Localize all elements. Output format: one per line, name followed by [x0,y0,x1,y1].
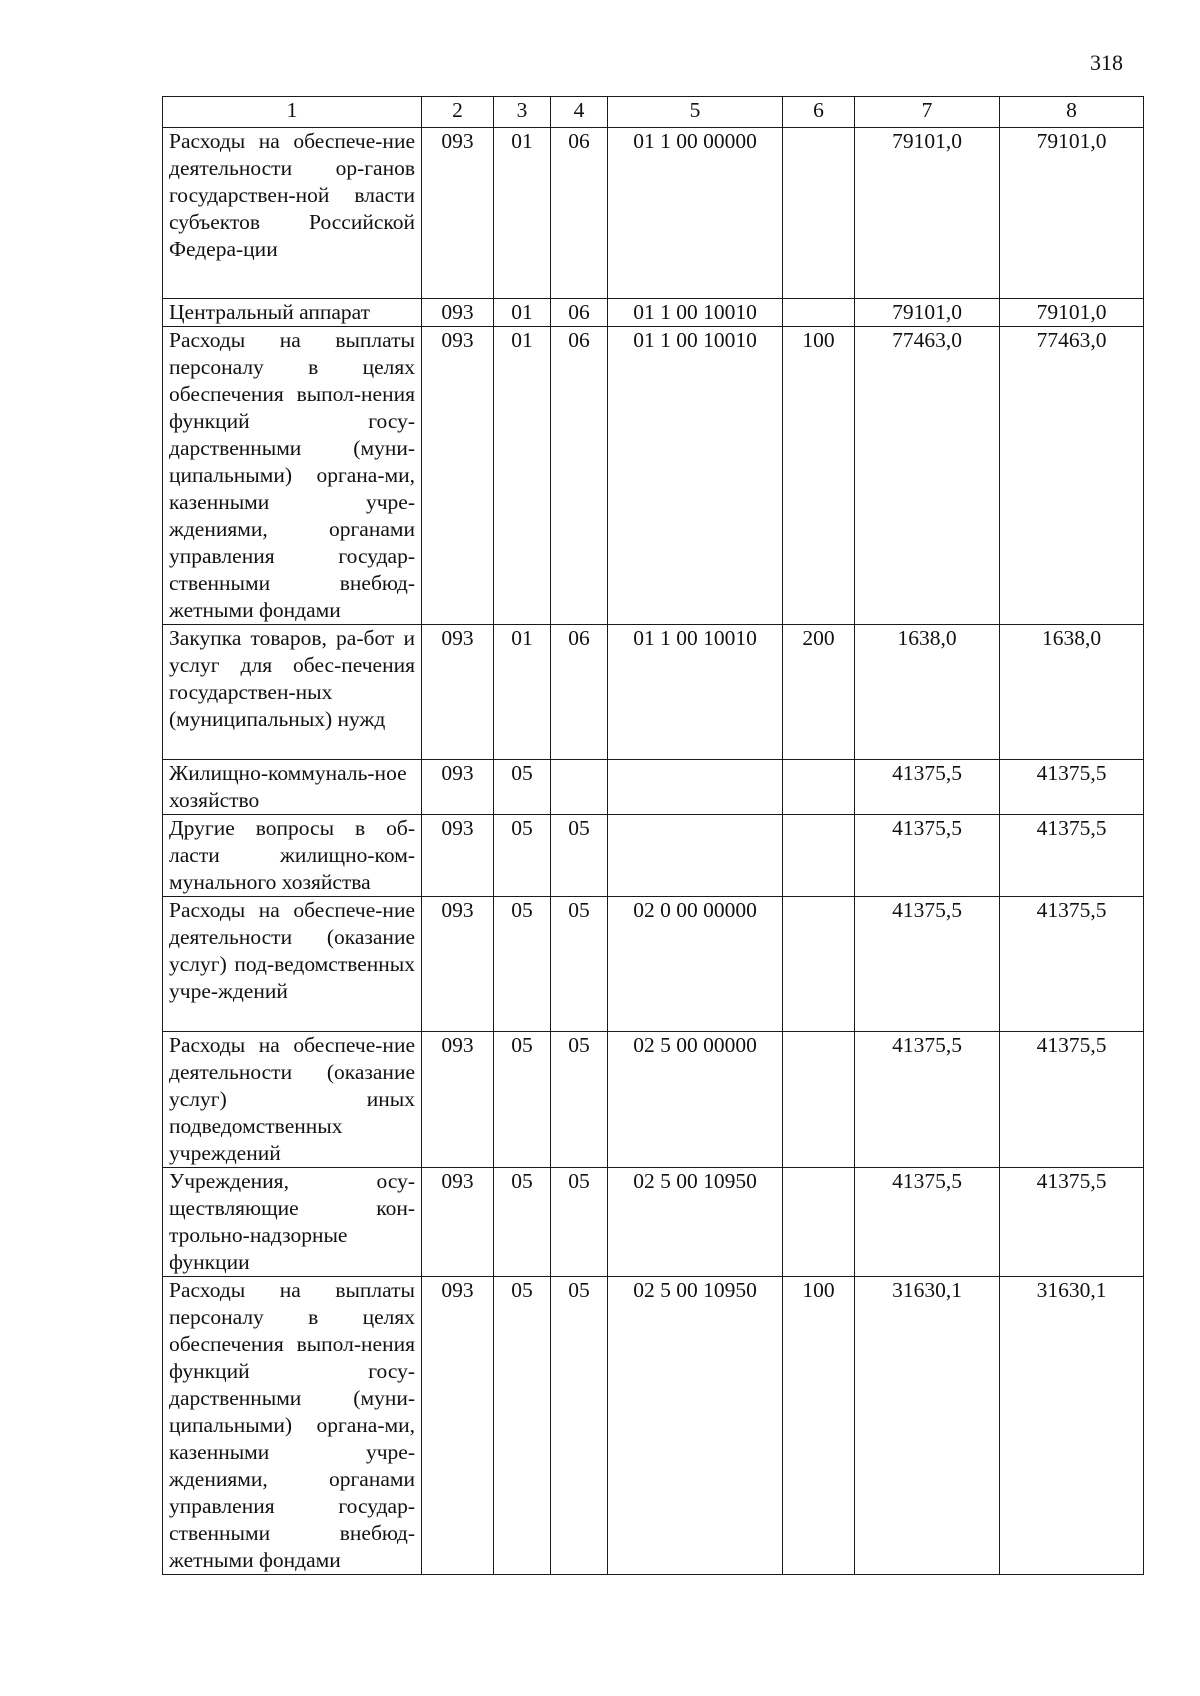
expense-name-cell: Центральный аппарат [163,299,422,327]
target-article-cell: 02 5 00 10950 [608,1168,783,1277]
ministry-code-cell: 093 [422,128,494,299]
subsection-code-cell: 06 [551,625,608,760]
page-number: 318 [1090,50,1123,75]
target-article-cell: 02 5 00 10950 [608,1277,783,1575]
section-code-cell: 01 [494,327,551,625]
subsection-code-cell: 06 [551,299,608,327]
target-article-cell: 01 1 00 10010 [608,625,783,760]
column-header: 8 [1000,97,1144,128]
column-header: 6 [783,97,855,128]
table-row [163,815,1144,897]
ministry-code-cell: 093 [422,625,494,760]
section-code-cell: 01 [494,128,551,299]
ministry-code-cell: 093 [422,1032,494,1168]
amount-col8-cell: 41375,5 [1000,1168,1144,1277]
section-code-cell: 05 [494,760,551,815]
target-article-cell: 01 1 00 00000 [608,128,783,299]
amount-col8-cell: 41375,5 [1000,1032,1144,1168]
expense-name-cell: Другие вопросы в об-ласти жилищно-ком-мунального хозяйства [163,815,422,897]
expense-name-cell: Закупка товаров, ра-бот и услуг для обес-печения государствен-ных (муниципальных) нужд [163,625,422,760]
expense-type-cell [783,1168,855,1277]
expense-name-cell: Расходы на выплаты персоналу в целях обеспечения выпол-нения функций госу-дарственными (муни-ципальными) органа-ми, казенными учре-ждениями, органами управления государ-ственными внебюд-жетными фондами [163,1277,422,1575]
section-code-cell: 05 [494,1032,551,1168]
expense-name-cell: Расходы на обеспече-ние деятельности ор-ганов государствен-ной власти субъектов Российской Федера-ции [163,128,422,299]
target-article-cell: 02 0 00 00000 [608,897,783,1032]
table-row [163,1032,1144,1168]
target-article-cell: 01 1 00 10010 [608,299,783,327]
expense-type-cell [783,897,855,1032]
column-header: 7 [855,97,1000,128]
section-code-cell: 05 [494,897,551,1032]
target-article-cell: 01 1 00 10010 [608,327,783,625]
section-code-cell: 05 [494,1277,551,1575]
ministry-code-cell: 093 [422,1277,494,1575]
amount-col7-cell: 41375,5 [855,897,1000,1032]
expense-name-cell: Жилищно-коммуналь-ное хозяйство [163,760,422,815]
section-code-cell: 01 [494,625,551,760]
column-header: 4 [551,97,608,128]
subsection-code-cell: 05 [551,815,608,897]
expense-name-cell: Расходы на выплаты персоналу в целях обеспечения выпол-нения функций госу-дарственными (муни-ципальными) органа-ми, казенными учре-ждениями, органами управления государ-ственными внебюд-жетными фондами [163,327,422,625]
amount-col7-cell: 41375,5 [855,815,1000,897]
column-header: 2 [422,97,494,128]
target-article-cell: 02 5 00 00000 [608,1032,783,1168]
target-article-cell [608,760,783,815]
amount-col8-cell: 1638,0 [1000,625,1144,760]
amount-col7-cell: 41375,5 [855,1168,1000,1277]
ministry-code-cell: 093 [422,327,494,625]
table-row [163,1168,1144,1277]
subsection-code-cell: 05 [551,1277,608,1575]
ministry-code-cell: 093 [422,897,494,1032]
table-row [163,299,1144,327]
budget-table [162,96,1144,1575]
expense-type-cell: 100 [783,1277,855,1575]
amount-col7-cell: 41375,5 [855,760,1000,815]
amount-col7-cell: 1638,0 [855,625,1000,760]
section-code-cell: 05 [494,1168,551,1277]
subsection-code-cell [551,760,608,815]
amount-col8-cell: 41375,5 [1000,760,1144,815]
expense-type-cell: 200 [783,625,855,760]
amount-col7-cell: 31630,1 [855,1277,1000,1575]
amount-col8-cell: 77463,0 [1000,327,1144,625]
expense-name-cell: Учреждения, осу-ществляющие кон-трольно-надзорные функции [163,1168,422,1277]
amount-col8-cell: 41375,5 [1000,815,1144,897]
table-row [163,327,1144,625]
subsection-code-cell: 06 [551,327,608,625]
expense-type-cell: 100 [783,327,855,625]
column-header: 3 [494,97,551,128]
table-row [163,760,1144,815]
table-row [163,128,1144,299]
amount-col7-cell: 41375,5 [855,1032,1000,1168]
amount-col8-cell: 41375,5 [1000,897,1144,1032]
expense-type-cell [783,815,855,897]
expense-type-cell [783,1032,855,1168]
table-row [163,1277,1144,1575]
target-article-cell [608,815,783,897]
amount-col7-cell: 79101,0 [855,299,1000,327]
ministry-code-cell: 093 [422,1168,494,1277]
subsection-code-cell: 06 [551,128,608,299]
ministry-code-cell: 093 [422,299,494,327]
column-header: 5 [608,97,783,128]
section-code-cell: 05 [494,815,551,897]
amount-col7-cell: 79101,0 [855,128,1000,299]
expense-name-cell: Расходы на обеспече-ние деятельности (оказание услуг) под-ведомственных учре-ждений [163,897,422,1032]
subsection-code-cell: 05 [551,897,608,1032]
expense-name-cell: Расходы на обеспече-ние деятельности (оказание услуг) иных подведомственных учреждений [163,1032,422,1168]
table-row [163,625,1144,760]
ministry-code-cell: 093 [422,760,494,815]
amount-col8-cell: 79101,0 [1000,128,1144,299]
expense-type-cell [783,128,855,299]
table-row [163,897,1144,1032]
subsection-code-cell: 05 [551,1032,608,1168]
expense-type-cell [783,299,855,327]
table-header-row [163,97,1144,128]
amount-col8-cell: 31630,1 [1000,1277,1144,1575]
amount-col7-cell: 77463,0 [855,327,1000,625]
subsection-code-cell: 05 [551,1168,608,1277]
amount-col8-cell: 79101,0 [1000,299,1144,327]
section-code-cell: 01 [494,299,551,327]
column-header: 1 [163,97,422,128]
expense-type-cell [783,760,855,815]
ministry-code-cell: 093 [422,815,494,897]
